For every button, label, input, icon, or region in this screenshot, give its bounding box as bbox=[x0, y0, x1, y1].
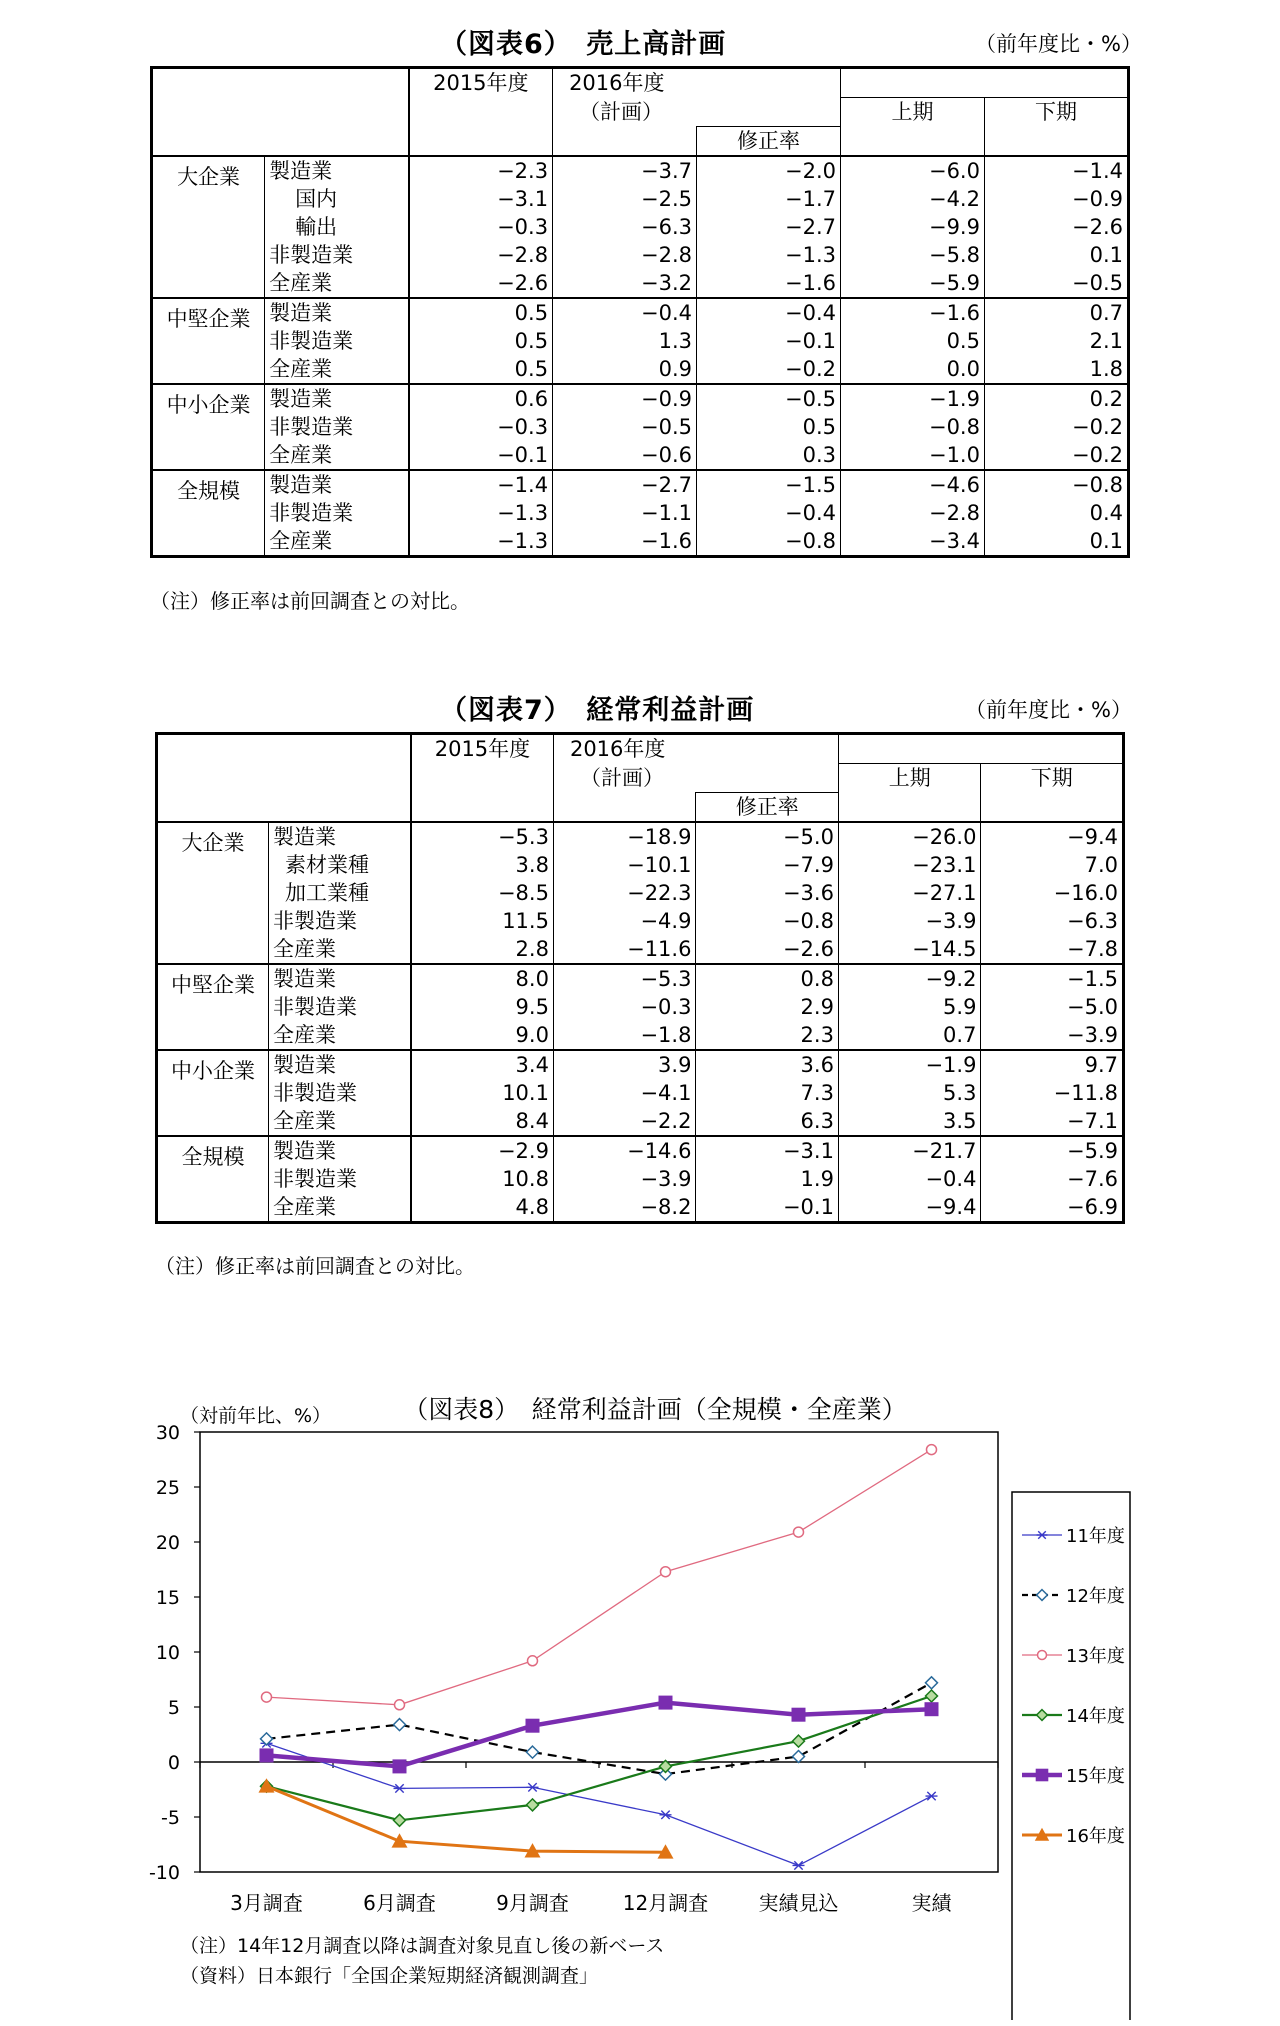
value-cell: −11.8 bbox=[981, 1079, 1124, 1107]
value-cell: 0.8 bbox=[696, 964, 839, 993]
value-cell: −3.9 bbox=[838, 907, 981, 935]
row-label: 非製造業 bbox=[265, 327, 409, 355]
value-cell: −2.5 bbox=[553, 185, 697, 213]
row-label: 製造業 bbox=[268, 1136, 411, 1165]
header-blank bbox=[152, 68, 409, 156]
value-cell: −1.3 bbox=[409, 499, 553, 527]
row-label: 全産業 bbox=[265, 441, 409, 470]
data-point bbox=[793, 1751, 805, 1763]
legend-label: 12年度 bbox=[1066, 1586, 1125, 1607]
value-cell: −2.8 bbox=[553, 241, 697, 269]
group-label: 中小企業 bbox=[152, 384, 265, 470]
y-tick-label: -5 bbox=[161, 1807, 180, 1829]
value-cell: 3.9 bbox=[553, 1050, 696, 1079]
data-point bbox=[528, 1656, 538, 1666]
value-cell: −14.6 bbox=[553, 1136, 696, 1165]
header-blank-r bbox=[696, 764, 839, 793]
y-tick-label: 10 bbox=[155, 1642, 180, 1664]
value-cell: 7.3 bbox=[696, 1079, 839, 1107]
value-cell: −0.5 bbox=[984, 269, 1128, 298]
table6-title: （図表6） 売上高計画 bbox=[440, 29, 727, 60]
value-cell: −0.1 bbox=[697, 327, 841, 355]
value-cell: −1.3 bbox=[697, 241, 841, 269]
group-label: 大企業 bbox=[152, 156, 265, 298]
value-cell: 0.7 bbox=[838, 1021, 981, 1050]
value-cell: 8.0 bbox=[411, 964, 554, 993]
value-cell: 2.3 bbox=[696, 1021, 839, 1050]
legend bbox=[1012, 1492, 1130, 2020]
header-plan: （計画） bbox=[553, 764, 696, 793]
row-label: 非製造業 bbox=[265, 499, 409, 527]
data-point bbox=[394, 1784, 406, 1792]
row-label: 製造業 bbox=[265, 470, 409, 499]
value-cell: −0.3 bbox=[409, 413, 553, 441]
value-cell: −0.4 bbox=[697, 298, 841, 327]
value-cell: −2.2 bbox=[553, 1107, 696, 1136]
value-cell: −5.0 bbox=[696, 822, 839, 851]
value-cell: −0.5 bbox=[553, 413, 697, 441]
row-label: 全産業 bbox=[268, 935, 411, 964]
row-label: 加工業種 bbox=[268, 879, 411, 907]
value-cell: −5.0 bbox=[981, 993, 1124, 1021]
header-2015: 2015年度 bbox=[411, 734, 554, 822]
data-point bbox=[526, 1719, 540, 1733]
value-cell: 2.8 bbox=[411, 935, 554, 964]
data-point bbox=[394, 1719, 406, 1731]
value-cell: 0.1 bbox=[984, 241, 1128, 269]
data-point bbox=[660, 1811, 672, 1819]
value-cell: −2.6 bbox=[984, 213, 1128, 241]
group-label: 大企業 bbox=[157, 822, 269, 964]
value-cell: −0.8 bbox=[696, 907, 839, 935]
header-blank-h bbox=[838, 734, 1123, 764]
value-cell: −1.0 bbox=[841, 441, 985, 470]
data-point bbox=[661, 1567, 671, 1577]
chart-note: （資料）日本銀行「全国企業短期経済観測調査」 bbox=[180, 1965, 599, 1987]
value-cell: −9.2 bbox=[838, 964, 981, 993]
value-cell: −0.5 bbox=[697, 384, 841, 413]
data-point bbox=[395, 1700, 405, 1710]
value-cell: 3.6 bbox=[696, 1050, 839, 1079]
value-cell: −4.1 bbox=[553, 1079, 696, 1107]
value-cell: 3.4 bbox=[411, 1050, 554, 1079]
legend-label: 13年度 bbox=[1066, 1646, 1125, 1667]
value-cell: −2.6 bbox=[409, 269, 553, 298]
y-tick-label: 20 bbox=[155, 1532, 180, 1554]
row-label: 製造業 bbox=[265, 384, 409, 413]
value-cell: −27.1 bbox=[838, 879, 981, 907]
value-cell: −3.1 bbox=[409, 185, 553, 213]
value-cell: 0.3 bbox=[697, 441, 841, 470]
value-cell: −5.3 bbox=[411, 822, 554, 851]
value-cell: 0.4 bbox=[984, 499, 1128, 527]
table7-title: （図表7） 経常利益計画 bbox=[440, 695, 755, 726]
value-cell: −22.3 bbox=[553, 879, 696, 907]
x-tick-label: 9月調査 bbox=[496, 1891, 569, 1915]
data-point bbox=[393, 1759, 407, 1773]
data-point bbox=[794, 1527, 804, 1537]
value-cell: −9.4 bbox=[838, 1193, 981, 1223]
value-cell: −0.8 bbox=[984, 470, 1128, 499]
value-cell: −0.2 bbox=[697, 355, 841, 384]
value-cell: −1.7 bbox=[697, 185, 841, 213]
row-label: 全産業 bbox=[265, 355, 409, 384]
table6-unit: （前年度比・%） bbox=[975, 32, 1142, 56]
table7-unit: （前年度比・%） bbox=[965, 698, 1132, 722]
value-cell: −7.1 bbox=[981, 1107, 1124, 1136]
data-point bbox=[793, 1861, 805, 1869]
value-cell: −3.7 bbox=[553, 156, 697, 185]
row-label: 製造業 bbox=[265, 298, 409, 327]
value-cell: −0.4 bbox=[553, 298, 697, 327]
data-point bbox=[926, 1792, 938, 1800]
row-label: 製造業 bbox=[268, 964, 411, 993]
row-label: 非製造業 bbox=[268, 993, 411, 1021]
value-cell: −3.6 bbox=[696, 879, 839, 907]
value-cell: −5.3 bbox=[553, 964, 696, 993]
value-cell: −0.8 bbox=[697, 527, 841, 557]
value-cell: 9.7 bbox=[981, 1050, 1124, 1079]
value-cell: −2.7 bbox=[697, 213, 841, 241]
value-cell: −0.6 bbox=[553, 441, 697, 470]
value-cell: −10.1 bbox=[553, 851, 696, 879]
value-cell: −14.5 bbox=[838, 935, 981, 964]
value-cell: −7.8 bbox=[981, 935, 1124, 964]
header-second-half: 下期 bbox=[981, 764, 1124, 822]
value-cell: −0.2 bbox=[984, 441, 1128, 470]
data-point bbox=[792, 1708, 806, 1722]
value-cell: −1.1 bbox=[553, 499, 697, 527]
y-tick-label: 25 bbox=[155, 1477, 180, 1499]
value-cell: −2.8 bbox=[409, 241, 553, 269]
data-point bbox=[927, 1445, 937, 1455]
row-label: 全産業 bbox=[265, 269, 409, 298]
value-cell: 5.3 bbox=[838, 1079, 981, 1107]
row-label: 製造業 bbox=[268, 822, 411, 851]
value-cell: −6.9 bbox=[981, 1193, 1124, 1223]
x-tick-label: 12月調査 bbox=[622, 1891, 709, 1915]
plot-frame bbox=[200, 1432, 998, 1872]
value-cell: −6.0 bbox=[841, 156, 985, 185]
row-label: 非製造業 bbox=[265, 413, 409, 441]
row-label: 製造業 bbox=[268, 1050, 411, 1079]
value-cell: −2.9 bbox=[411, 1136, 554, 1165]
x-tick-label: 3月調査 bbox=[230, 1891, 303, 1915]
value-cell: −18.9 bbox=[553, 822, 696, 851]
chart-note: （注）14年12月調査以降は調査対象見直し後の新ベース bbox=[180, 1935, 665, 1957]
value-cell: −4.6 bbox=[841, 470, 985, 499]
legend-label: 14年度 bbox=[1066, 1706, 1125, 1727]
y-tick-label: -10 bbox=[148, 1862, 180, 1884]
value-cell: −1.3 bbox=[409, 527, 553, 557]
legend-label: 11年度 bbox=[1066, 1526, 1125, 1547]
value-cell: −21.7 bbox=[838, 1136, 981, 1165]
value-cell: −9.4 bbox=[981, 822, 1124, 851]
value-cell: 3.8 bbox=[411, 851, 554, 879]
value-cell: 6.3 bbox=[696, 1107, 839, 1136]
value-cell: −26.0 bbox=[838, 822, 981, 851]
header-revision: 修正率 bbox=[697, 126, 841, 156]
x-tick-label: 6月調査 bbox=[363, 1891, 436, 1915]
y-tick-label: 30 bbox=[155, 1422, 180, 1444]
value-cell: −23.1 bbox=[838, 851, 981, 879]
value-cell: 5.9 bbox=[838, 993, 981, 1021]
value-cell: 0.1 bbox=[984, 527, 1128, 557]
value-cell: 0.5 bbox=[841, 327, 985, 355]
value-cell: −3.9 bbox=[981, 1021, 1124, 1050]
legend-label: 16年度 bbox=[1066, 1826, 1125, 1847]
row-label: 全産業 bbox=[265, 527, 409, 557]
value-cell: −1.5 bbox=[697, 470, 841, 499]
legend-label: 15年度 bbox=[1066, 1766, 1125, 1787]
value-cell: 0.7 bbox=[984, 298, 1128, 327]
value-cell: −2.0 bbox=[697, 156, 841, 185]
y-tick-label: 15 bbox=[155, 1587, 180, 1609]
value-cell: −5.9 bbox=[841, 269, 985, 298]
value-cell: −1.6 bbox=[697, 269, 841, 298]
value-cell: −1.8 bbox=[553, 1021, 696, 1050]
value-cell: −0.1 bbox=[409, 441, 553, 470]
row-label: 国内 bbox=[265, 185, 409, 213]
data-point bbox=[527, 1746, 539, 1758]
value-cell: 2.1 bbox=[984, 327, 1128, 355]
value-cell: −7.6 bbox=[981, 1165, 1124, 1193]
value-cell: −0.4 bbox=[838, 1165, 981, 1193]
value-cell: 7.0 bbox=[981, 851, 1124, 879]
x-tick-label: 実績 bbox=[911, 1891, 952, 1915]
value-cell: −0.4 bbox=[697, 499, 841, 527]
value-cell: −8.2 bbox=[553, 1193, 696, 1223]
series-line-13年度 bbox=[267, 1450, 932, 1705]
value-cell: −1.9 bbox=[838, 1050, 981, 1079]
data-point bbox=[527, 1799, 539, 1811]
row-label: 非製造業 bbox=[265, 241, 409, 269]
value-cell: 1.9 bbox=[696, 1165, 839, 1193]
table6-note: （注）修正率は前回調査との対比。 bbox=[150, 589, 470, 613]
value-cell: −4.9 bbox=[553, 907, 696, 935]
value-cell: −3.1 bbox=[696, 1136, 839, 1165]
value-cell: −1.6 bbox=[553, 527, 697, 557]
row-label: 全産業 bbox=[268, 1193, 411, 1223]
value-cell: −9.9 bbox=[841, 213, 985, 241]
value-cell: 11.5 bbox=[411, 907, 554, 935]
value-cell: −3.9 bbox=[553, 1165, 696, 1193]
value-cell: −2.3 bbox=[409, 156, 553, 185]
header-revision: 修正率 bbox=[696, 792, 839, 822]
value-cell: −3.4 bbox=[841, 527, 985, 557]
row-label: 輸出 bbox=[265, 213, 409, 241]
value-cell: 0.5 bbox=[697, 413, 841, 441]
value-cell: 2.9 bbox=[696, 993, 839, 1021]
table7-note: （注）修正率は前回調査との対比。 bbox=[155, 1254, 475, 1278]
data-point bbox=[260, 1748, 274, 1762]
value-cell: −1.4 bbox=[409, 470, 553, 499]
value-cell: −1.6 bbox=[841, 298, 985, 327]
header-second-half: 下期 bbox=[984, 98, 1128, 156]
value-cell: −3.2 bbox=[553, 269, 697, 298]
y-tick-label: 0 bbox=[167, 1752, 180, 1774]
value-cell: 0.5 bbox=[409, 355, 553, 384]
value-cell: 0.6 bbox=[409, 384, 553, 413]
x-tick-label: 実績見込 bbox=[758, 1891, 839, 1915]
value-cell: −7.9 bbox=[696, 851, 839, 879]
value-cell: 0.2 bbox=[984, 384, 1128, 413]
value-cell: −0.1 bbox=[696, 1193, 839, 1223]
data-point bbox=[659, 1696, 673, 1710]
header-blank-p bbox=[553, 126, 697, 156]
value-cell: −2.6 bbox=[696, 935, 839, 964]
value-cell: −0.9 bbox=[984, 185, 1128, 213]
data-point bbox=[394, 1814, 406, 1826]
header-blank-h bbox=[841, 68, 1129, 98]
row-label: 全産業 bbox=[268, 1107, 411, 1136]
row-label: 非製造業 bbox=[268, 907, 411, 935]
value-cell: −6.3 bbox=[981, 907, 1124, 935]
group-label: 中小企業 bbox=[157, 1050, 269, 1136]
value-cell: 1.8 bbox=[984, 355, 1128, 384]
value-cell: −2.8 bbox=[841, 499, 985, 527]
value-cell: −1.4 bbox=[984, 156, 1128, 185]
header-2016: 2016年度 bbox=[553, 68, 841, 98]
chart-title: （図表8） 経常利益計画（全規模・全産業） bbox=[403, 1395, 907, 1424]
value-cell: 0.5 bbox=[409, 298, 553, 327]
value-cell: 10.1 bbox=[411, 1079, 554, 1107]
value-cell: 8.4 bbox=[411, 1107, 554, 1136]
legend-marker bbox=[1038, 1651, 1047, 1660]
legend-marker bbox=[1036, 1769, 1049, 1782]
series-line-12年度 bbox=[267, 1683, 932, 1774]
value-cell: −4.2 bbox=[841, 185, 985, 213]
row-label: 製造業 bbox=[265, 156, 409, 185]
value-cell: −5.9 bbox=[981, 1136, 1124, 1165]
value-cell: 0.5 bbox=[409, 327, 553, 355]
value-cell: 4.8 bbox=[411, 1193, 554, 1223]
series-line-15年度 bbox=[267, 1703, 932, 1767]
row-label: 非製造業 bbox=[268, 1165, 411, 1193]
value-cell: 9.5 bbox=[411, 993, 554, 1021]
value-cell: −1.9 bbox=[841, 384, 985, 413]
group-label: 中堅企業 bbox=[157, 964, 269, 1050]
data-point bbox=[926, 1690, 938, 1702]
series-line-16年度 bbox=[267, 1786, 666, 1852]
group-label: 中堅企業 bbox=[152, 298, 265, 384]
row-label: 非製造業 bbox=[268, 1079, 411, 1107]
y-axis-label: （対前年比、%） bbox=[180, 1405, 332, 1427]
row-label: 全産業 bbox=[268, 1021, 411, 1050]
y-tick-label: 5 bbox=[167, 1697, 180, 1719]
value-cell: 10.8 bbox=[411, 1165, 554, 1193]
data-point bbox=[926, 1677, 938, 1689]
value-cell: −16.0 bbox=[981, 879, 1124, 907]
table7 bbox=[155, 732, 1125, 1224]
value-cell: −0.2 bbox=[984, 413, 1128, 441]
header-2016: 2016年度 bbox=[553, 734, 838, 764]
data-point bbox=[793, 1735, 805, 1747]
data-point bbox=[262, 1692, 272, 1702]
header-blank-p bbox=[553, 792, 696, 822]
header-first-half: 上期 bbox=[838, 764, 981, 822]
header-2015: 2015年度 bbox=[409, 68, 553, 156]
header-blank-r bbox=[697, 98, 841, 127]
value-cell: 0.9 bbox=[553, 355, 697, 384]
value-cell: −0.8 bbox=[841, 413, 985, 441]
value-cell: −11.6 bbox=[553, 935, 696, 964]
value-cell: −0.3 bbox=[553, 993, 696, 1021]
header-plan: （計画） bbox=[553, 98, 697, 127]
value-cell: 3.5 bbox=[838, 1107, 981, 1136]
value-cell: −8.5 bbox=[411, 879, 554, 907]
data-point bbox=[527, 1783, 539, 1791]
row-label: 素材業種 bbox=[268, 851, 411, 879]
value-cell: −5.8 bbox=[841, 241, 985, 269]
header-first-half: 上期 bbox=[841, 98, 985, 156]
value-cell: −6.3 bbox=[553, 213, 697, 241]
group-label: 全規模 bbox=[157, 1136, 269, 1223]
value-cell: 0.0 bbox=[841, 355, 985, 384]
value-cell: 9.0 bbox=[411, 1021, 554, 1050]
data-point bbox=[925, 1702, 939, 1716]
header-blank bbox=[157, 734, 411, 822]
value-cell: −0.3 bbox=[409, 213, 553, 241]
value-cell: −1.5 bbox=[981, 964, 1124, 993]
value-cell: −0.9 bbox=[553, 384, 697, 413]
chart8 bbox=[0, 1380, 1280, 2020]
value-cell: −2.7 bbox=[553, 470, 697, 499]
table6 bbox=[150, 66, 1130, 558]
group-label: 全規模 bbox=[152, 470, 265, 557]
value-cell: 1.3 bbox=[553, 327, 697, 355]
